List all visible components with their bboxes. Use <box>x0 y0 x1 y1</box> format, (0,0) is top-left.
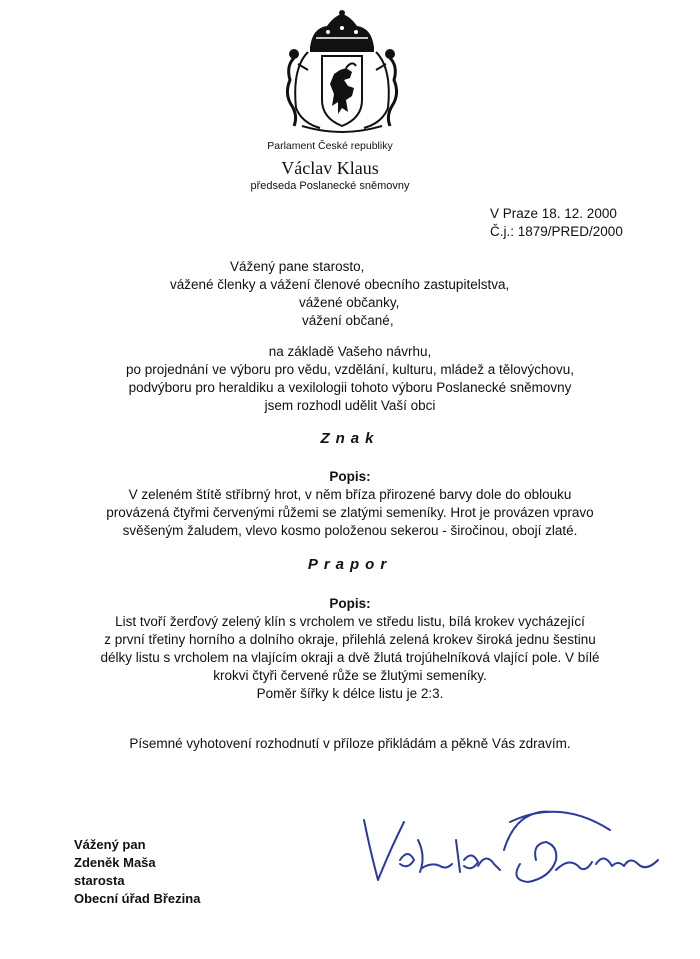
addressee-line: starosta <box>74 873 125 888</box>
intro-line: na základě Vašeho návrhu, <box>268 344 432 359</box>
handwritten-signature <box>360 790 665 900</box>
prapor-line: Poměr šířky k délce listu je 2:3. <box>256 686 444 701</box>
prapor-label: Popis: <box>329 596 371 611</box>
znak-line: V zeleném štítě stříbrný hrot, v něm bříza přirozené barvy dole do oblouku <box>128 487 572 502</box>
date-reference-block <box>490 205 623 241</box>
intro-line: podvýboru pro heraldiku a vexilologii tohoto výboru Poslanecké sněmovny <box>128 380 572 395</box>
closing-sentence: Písemné vyhotovení rozhodnutí v příloze přikládám a pěkně Vás zdravím. <box>129 736 571 751</box>
addressee-line: Vážený pan <box>74 837 146 852</box>
addressee-line: Obecní úřad Březina <box>74 891 201 906</box>
reference-number: Č.j.: 1879/PRED/2000 <box>490 224 623 239</box>
znak-line: svěšeným žaludem, vlevo kosmo položenou sekerou - širočinou, obojí zlaté. <box>122 523 578 538</box>
letter-date: V Praze 18. 12. 2000 <box>490 206 617 221</box>
sender-name: Václav Klaus <box>281 158 379 178</box>
addressee-line: Zdeněk Maša <box>74 855 156 870</box>
coat-of-arms-icon <box>272 8 412 138</box>
prapor-line: List tvoří žerďový zelený klín s vrcholem ve středu listu, bílá krokev vycházející <box>115 614 585 629</box>
znak-heading: Znak <box>320 430 380 447</box>
salutation-line: vážení občané, <box>302 313 394 328</box>
prapor-line: délky listu s vrcholem na vlajícím okraji a dvě žlutá trojúhelníková vlající pole. V bílé <box>100 650 600 665</box>
prapor-heading: Prapor <box>307 556 393 573</box>
salutation-line: vážené občanky, <box>299 295 400 310</box>
salutation-line: Vážený pane starosto, <box>230 259 365 274</box>
salutation-line: vážené členky a vážení členové obecního zastupitelstva, <box>170 277 510 292</box>
prapor-line: krokvi čtyři červené růže se žlutými semeníky. <box>213 668 487 683</box>
addressee-block <box>74 836 200 908</box>
sender-role: předseda Poslanecké sněmovny <box>250 180 410 192</box>
znak-line: provázená čtyřmi červenými růžemi se zlatými semeníky. Hrot je provázen vpravo <box>106 505 594 520</box>
intro-line: jsem rozhodl udělit Vaší obci <box>264 398 436 413</box>
institution-name: Parlament České republiky <box>267 140 393 152</box>
prapor-line: z první třetiny horního a dolního okraje, přilehlá zelená krokev široká jednu šestinu <box>104 632 596 647</box>
intro-line: po projednání ve výboru pro vědu, vzdělání, kulturu, mládež a tělovýchovu, <box>125 362 574 377</box>
znak-label: Popis: <box>329 469 371 484</box>
